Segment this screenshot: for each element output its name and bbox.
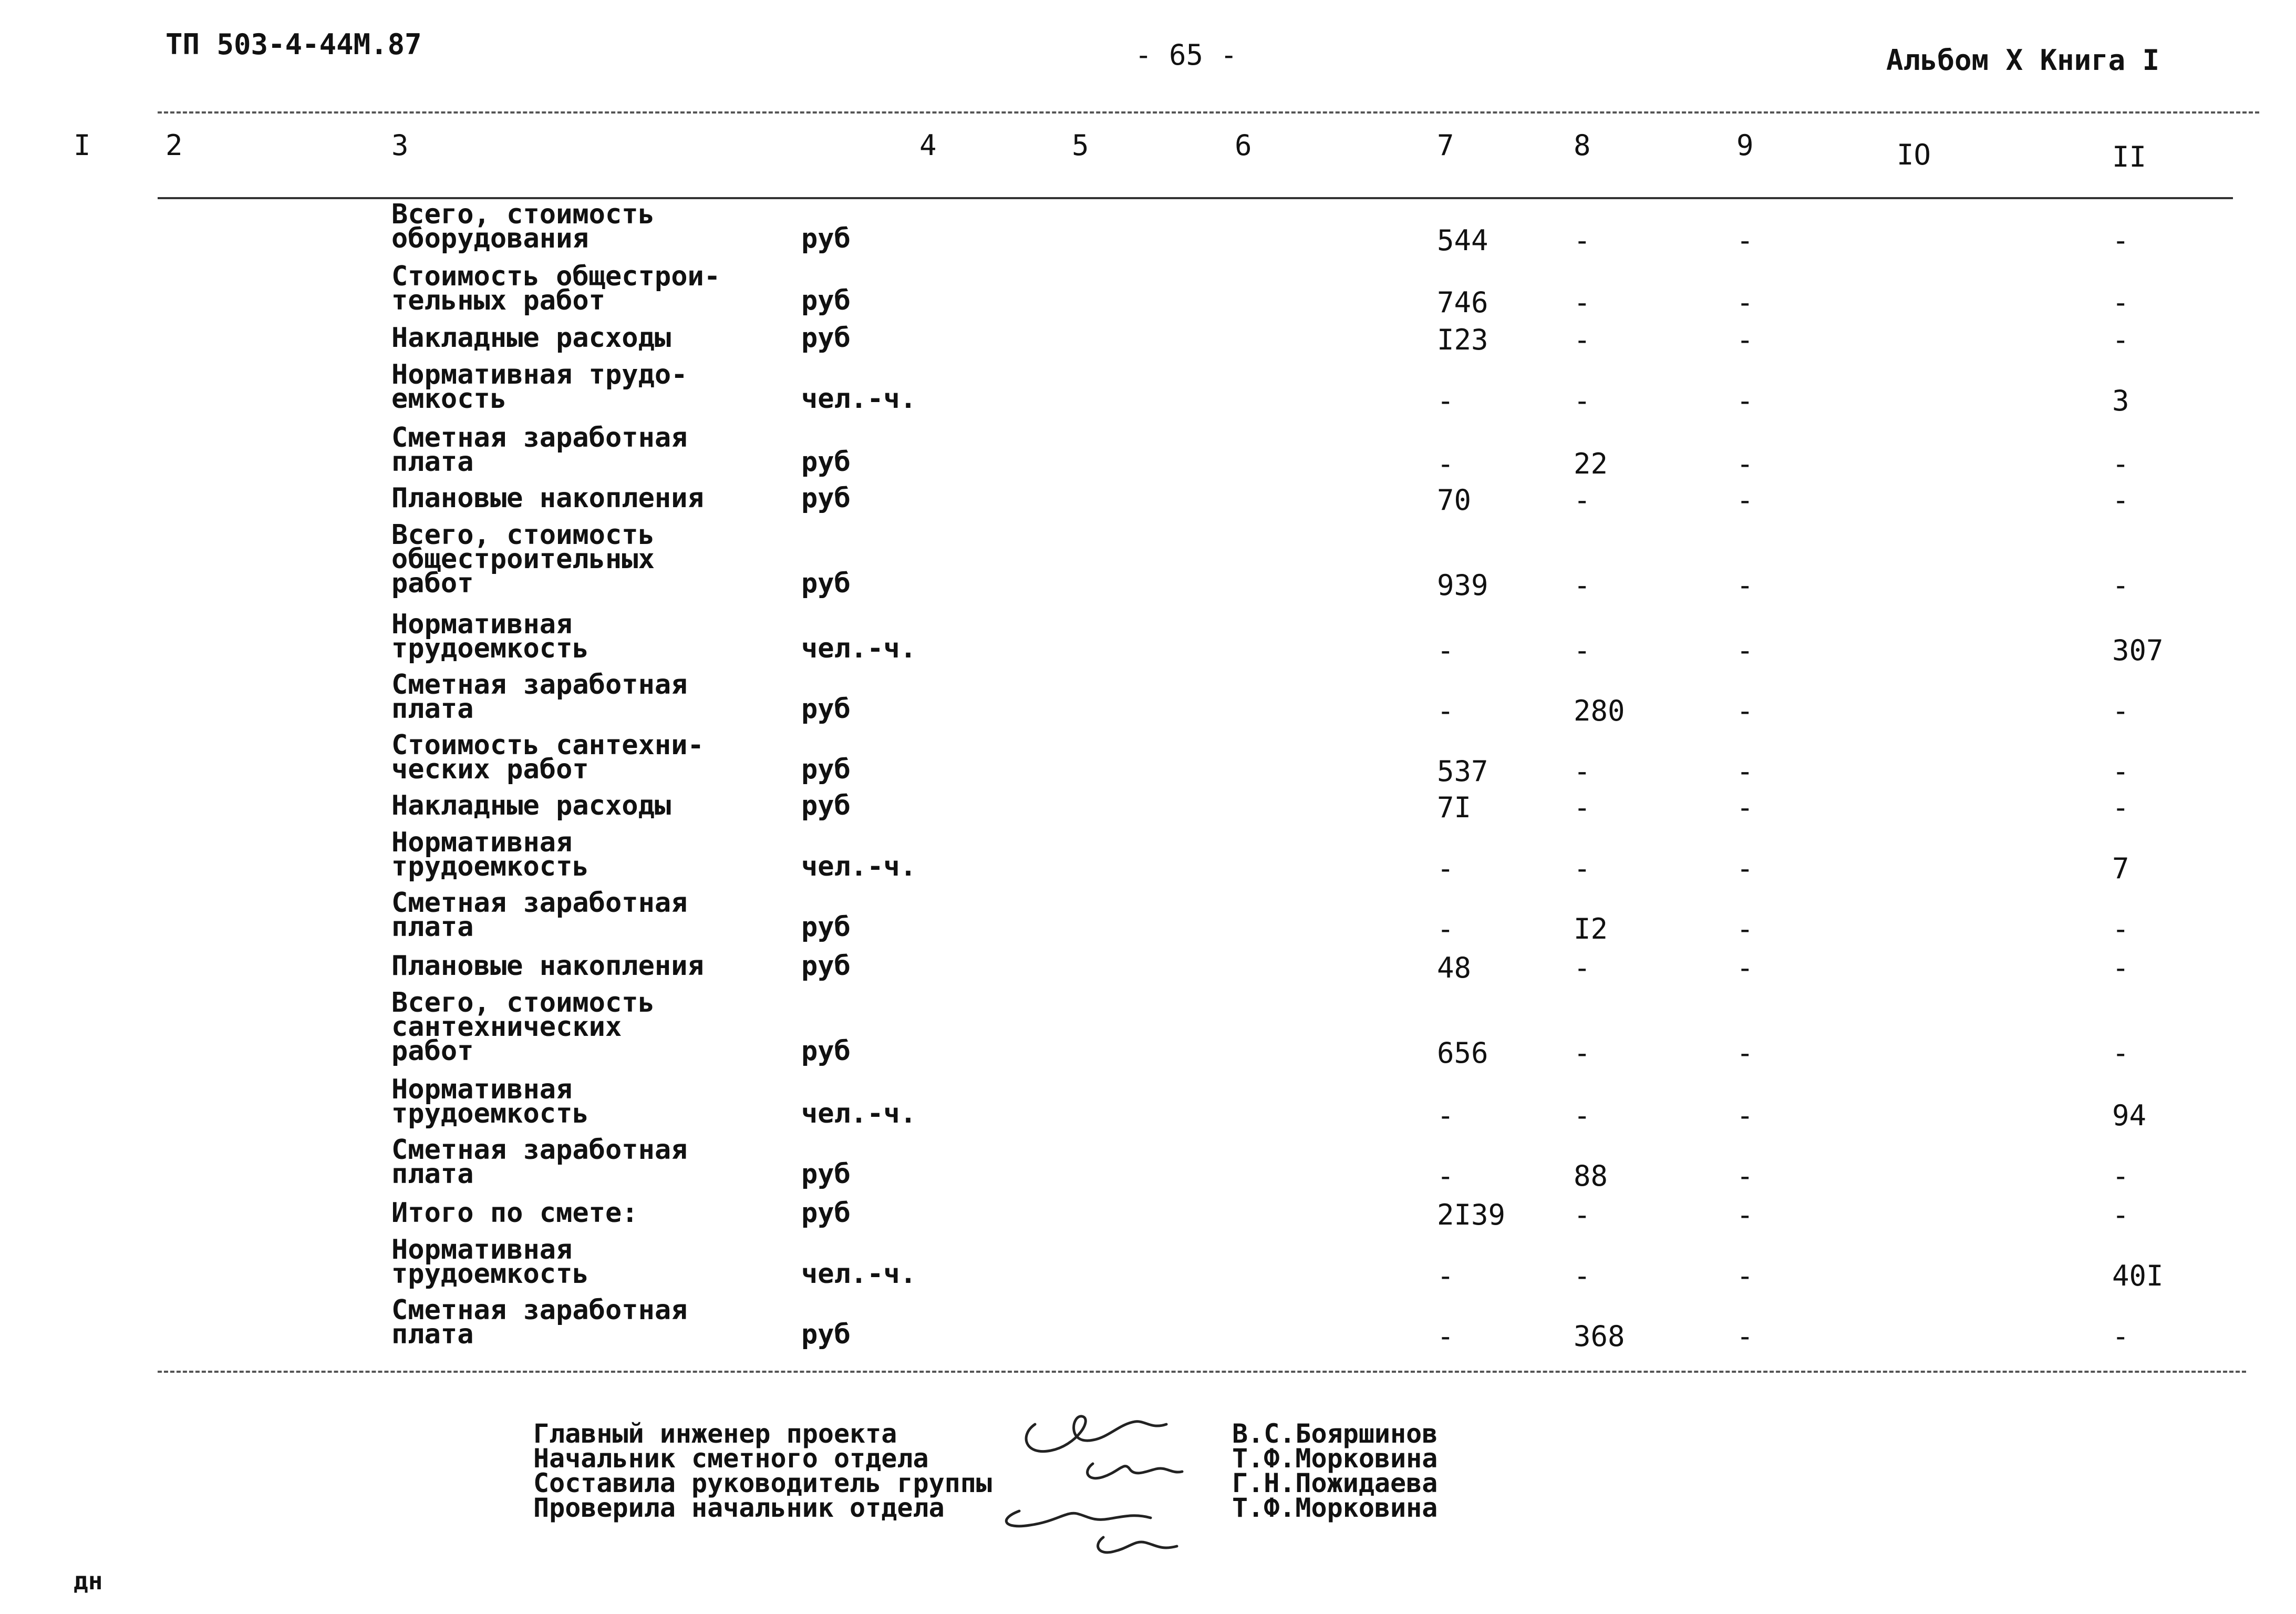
row-label: Всего, стоимость сантехнических работ bbox=[391, 987, 655, 1067]
row-unit: руб bbox=[801, 950, 851, 982]
cell-col-8: I2 bbox=[1574, 912, 1608, 945]
cell-col-9: - bbox=[1736, 569, 1754, 602]
role-chief-engineer: Главный инженер проекта bbox=[533, 1418, 897, 1449]
row-unit: руб bbox=[801, 693, 851, 725]
cell-col-7: 2I39 bbox=[1437, 1198, 1506, 1231]
cell-col-11: 94 bbox=[2112, 1099, 2147, 1132]
name-morkovina-1: Т.Ф.Морковина bbox=[1232, 1443, 1438, 1474]
cell-col-8: - bbox=[1574, 791, 1591, 824]
cell-col-7: - bbox=[1437, 634, 1454, 667]
row-label: Сметная заработная плата bbox=[391, 422, 688, 478]
cell-col-11: - bbox=[2112, 755, 2129, 788]
row-unit: руб bbox=[801, 446, 851, 478]
row-unit: руб bbox=[801, 790, 851, 821]
cell-col-9: - bbox=[1736, 384, 1754, 417]
album-book: Альбом Х Книга I bbox=[1886, 44, 2160, 77]
col-num-4: 4 bbox=[919, 129, 937, 162]
row-label: Нормативная трудоемкость bbox=[391, 1074, 589, 1129]
cell-col-11: - bbox=[2112, 484, 2129, 517]
cell-col-8: - bbox=[1574, 384, 1591, 417]
cell-col-9: - bbox=[1736, 1159, 1754, 1192]
signature-2 bbox=[1088, 1464, 1182, 1478]
col-num-5: 5 bbox=[1072, 129, 1089, 162]
cell-col-7: 939 bbox=[1437, 569, 1488, 602]
row-label: Стоимость общестрои- тельных работ bbox=[391, 261, 721, 316]
cell-col-9: - bbox=[1736, 1099, 1754, 1132]
cell-col-8: - bbox=[1574, 634, 1591, 667]
cell-col-7: 656 bbox=[1437, 1036, 1488, 1070]
cell-col-9: - bbox=[1736, 755, 1754, 788]
row-unit: чел.-ч. bbox=[801, 1258, 917, 1290]
row-unit: руб bbox=[801, 1035, 851, 1067]
col-num-6: 6 bbox=[1235, 129, 1252, 162]
cell-col-7: 537 bbox=[1437, 755, 1488, 788]
col-num-8: 8 bbox=[1574, 129, 1591, 162]
col-num-7: 7 bbox=[1437, 129, 1454, 162]
cell-col-9: - bbox=[1736, 286, 1754, 319]
cell-col-11: - bbox=[2112, 1036, 2129, 1070]
signature-1 bbox=[1026, 1416, 1166, 1452]
row-unit: руб bbox=[801, 754, 851, 785]
row-unit: руб bbox=[801, 1319, 851, 1350]
cell-col-8: 88 bbox=[1574, 1159, 1608, 1192]
cell-col-7: - bbox=[1437, 912, 1454, 945]
cell-col-7: - bbox=[1437, 1320, 1454, 1353]
row-unit: чел.-ч. bbox=[801, 633, 917, 664]
footnote-mark: дн bbox=[74, 1567, 103, 1595]
cell-col-8: 22 bbox=[1574, 447, 1608, 480]
cell-col-9: - bbox=[1736, 694, 1754, 727]
row-label: Сметная заработная плата bbox=[391, 1294, 688, 1350]
row-unit: чел.-ч. bbox=[801, 851, 917, 882]
name-boyarshinov: В.С.Бояршинов bbox=[1232, 1418, 1438, 1449]
cell-col-9: - bbox=[1736, 912, 1754, 945]
row-unit: руб bbox=[801, 911, 851, 943]
cell-col-11: - bbox=[2112, 286, 2129, 319]
cell-col-11: 3 bbox=[2112, 384, 2129, 417]
cell-col-11: - bbox=[2112, 1320, 2129, 1353]
cell-col-7: 544 bbox=[1437, 224, 1488, 257]
cell-col-11: - bbox=[2112, 912, 2129, 945]
cell-col-7: - bbox=[1437, 694, 1454, 727]
cell-col-9: - bbox=[1736, 1198, 1754, 1231]
row-label: Стоимость сантехни- ческих работ bbox=[391, 729, 704, 785]
cell-col-8: - bbox=[1574, 484, 1591, 517]
cell-col-9: - bbox=[1736, 634, 1754, 667]
cell-col-8: - bbox=[1574, 1198, 1591, 1231]
cell-col-9: - bbox=[1736, 484, 1754, 517]
cell-col-9: - bbox=[1736, 852, 1754, 885]
row-label: Накладные расходы bbox=[391, 322, 671, 354]
handwritten-signatures bbox=[988, 1387, 1229, 1566]
cell-col-11: - bbox=[2112, 224, 2129, 257]
cell-col-7: - bbox=[1437, 1159, 1454, 1192]
row-unit: руб bbox=[801, 322, 851, 354]
row-unit: руб bbox=[801, 285, 851, 316]
cell-col-8: 368 bbox=[1574, 1320, 1625, 1353]
row-label: Нормативная трудоемкость bbox=[391, 1234, 589, 1290]
cell-col-9: - bbox=[1736, 951, 1754, 984]
cell-col-9: - bbox=[1736, 224, 1754, 257]
row-label: Плановые накопления bbox=[391, 482, 704, 514]
cell-col-11: - bbox=[2112, 791, 2129, 824]
col-num-3: 3 bbox=[391, 129, 409, 162]
cell-col-9: - bbox=[1736, 1320, 1754, 1353]
cell-col-8: - bbox=[1574, 1099, 1591, 1132]
cell-col-8: - bbox=[1574, 569, 1591, 602]
cell-col-11: - bbox=[2112, 1159, 2129, 1192]
row-label: Сметная заработная плата bbox=[391, 1134, 688, 1190]
cell-col-8: - bbox=[1574, 951, 1591, 984]
row-label: Всего, стоимость оборудования bbox=[391, 199, 655, 254]
row-label: Плановые накопления bbox=[391, 950, 704, 982]
signature-4 bbox=[1098, 1537, 1177, 1553]
row-label: Нормативная трудоемкость bbox=[391, 609, 589, 664]
cell-col-9: - bbox=[1736, 1036, 1754, 1070]
name-pozhidaeva: Г.Н.Пожидаева bbox=[1232, 1468, 1438, 1498]
row-unit: руб bbox=[801, 482, 851, 514]
signature-3 bbox=[1006, 1511, 1151, 1526]
cell-col-11: - bbox=[2112, 694, 2129, 727]
cell-col-11: 307 bbox=[2112, 634, 2164, 667]
row-unit: руб bbox=[801, 1197, 851, 1229]
cell-col-8: - bbox=[1574, 286, 1591, 319]
row-unit: чел.-ч. bbox=[801, 1098, 917, 1129]
top-rule bbox=[158, 111, 2259, 114]
name-morkovina-2: Т.Ф.Морковина bbox=[1232, 1493, 1438, 1523]
row-label: Сметная заработная плата bbox=[391, 887, 688, 943]
row-unit: руб bbox=[801, 223, 851, 254]
cell-col-8: - bbox=[1574, 224, 1591, 257]
cell-col-7: - bbox=[1437, 1259, 1454, 1292]
cell-col-9: - bbox=[1736, 447, 1754, 480]
cell-col-11: 40I bbox=[2112, 1259, 2164, 1292]
row-unit: руб bbox=[801, 1158, 851, 1190]
cell-col-8: - bbox=[1574, 1259, 1591, 1292]
cell-col-7: - bbox=[1437, 1099, 1454, 1132]
cell-col-11: - bbox=[2112, 447, 2129, 480]
cell-col-11: - bbox=[2112, 323, 2129, 356]
row-unit: чел.-ч. bbox=[801, 383, 917, 415]
row-label: Накладные расходы bbox=[391, 790, 671, 821]
role-compiled-by: Составила руководитель группы bbox=[533, 1468, 992, 1498]
row-unit: руб bbox=[801, 568, 851, 599]
col-num-9: 9 bbox=[1736, 129, 1754, 162]
cell-col-7: 48 bbox=[1437, 951, 1472, 984]
page-number: - 65 - bbox=[1135, 38, 1238, 71]
cell-col-11: - bbox=[2112, 1198, 2129, 1231]
col-num-10: IO bbox=[1897, 138, 1931, 171]
cell-col-11: - bbox=[2112, 569, 2129, 602]
row-label: Нормативная трудо- емкость bbox=[391, 359, 688, 415]
cell-col-9: - bbox=[1736, 323, 1754, 356]
table-bottom-rule bbox=[158, 1371, 2246, 1373]
row-label: Всего, стоимость общестроительных работ bbox=[391, 519, 655, 599]
cell-col-7: I23 bbox=[1437, 323, 1488, 356]
cell-col-7: 7I bbox=[1437, 791, 1472, 824]
cell-col-7: - bbox=[1437, 384, 1454, 417]
cell-col-8: - bbox=[1574, 323, 1591, 356]
cell-col-8: 280 bbox=[1574, 694, 1625, 727]
role-checked-by: Проверила начальник отдела bbox=[533, 1493, 945, 1523]
col-num-11: II bbox=[2112, 140, 2147, 173]
cell-col-9: - bbox=[1736, 1259, 1754, 1292]
cell-col-7: 70 bbox=[1437, 484, 1472, 517]
cell-col-11: - bbox=[2112, 951, 2129, 984]
cell-col-7: 746 bbox=[1437, 286, 1488, 319]
row-label: Нормативная трудоемкость bbox=[391, 827, 589, 882]
cell-col-7: - bbox=[1437, 447, 1454, 480]
cell-col-8: - bbox=[1574, 1036, 1591, 1070]
row-label: Итого по смете: bbox=[391, 1197, 638, 1229]
col-num-2: 2 bbox=[166, 129, 183, 162]
cell-col-7: - bbox=[1437, 852, 1454, 885]
role-head-estimate: Начальник сметного отдела bbox=[533, 1443, 929, 1474]
cell-col-8: - bbox=[1574, 755, 1591, 788]
cell-col-11: 7 bbox=[2112, 852, 2129, 885]
doc-code: ТП 503-4-44М.87 bbox=[166, 28, 422, 61]
col-num-1: I bbox=[74, 129, 91, 162]
row-label: Сметная заработная плата bbox=[391, 669, 688, 725]
cell-col-8: - bbox=[1574, 852, 1591, 885]
cell-col-9: - bbox=[1736, 791, 1754, 824]
